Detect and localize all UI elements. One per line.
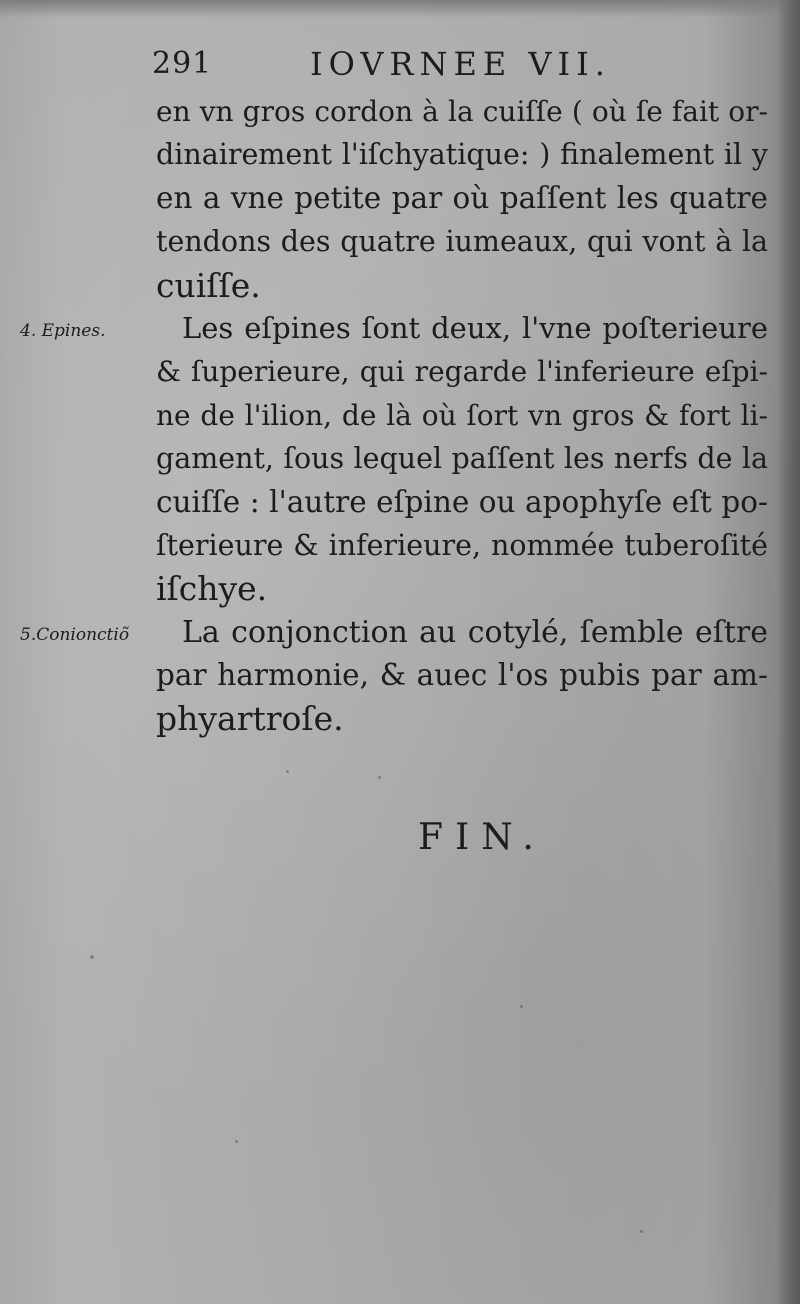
text-line: ne de l'ilion, de là où ſort vn gros & fort li-: [156, 398, 768, 432]
text-line: La conjonction au cotylé, ſemble eſtre: [182, 614, 768, 650]
text-line: gament, ſous lequel paſſent les nerfs de la: [156, 442, 768, 476]
text-line: iſchye.: [156, 569, 268, 609]
text-line: & ſuperieure, qui regarde l'inferieure eſpi-: [156, 355, 768, 389]
end-mark: FIN.: [418, 817, 546, 858]
margin-note-epines: 4. Epines.: [20, 321, 106, 341]
text-line: en a vne petite par où paſſent les quatre: [156, 180, 768, 215]
paper-speck: [235, 1140, 238, 1143]
paper-speck: [90, 955, 94, 959]
text-line: ſterieure & inferieure, nommée tuberoſité: [156, 528, 768, 562]
page-header: [152, 44, 652, 88]
text-line: Les eſpines ſont deux, l'vne poſterieure: [182, 310, 768, 345]
paper-speck: [378, 776, 381, 779]
paper-speck: [286, 770, 289, 773]
paper-speck: [520, 1005, 523, 1008]
text-line: en vn gros cordon à la cuiſſe ( où ſe fait or-: [156, 95, 768, 128]
text-line: tendons des quatre iumeaux, qui vont à la: [156, 225, 768, 259]
margin-note-conionction: 5.Conionctiõ: [20, 625, 130, 645]
text-line: cuiſſe : l'autre eſpine ou apophyſe eſt po-: [156, 484, 768, 519]
page-number: 291: [152, 46, 213, 81]
text-line: par harmonie, & auec l'os pubis par am-: [156, 658, 768, 693]
body-text: [156, 90, 768, 741]
text-line: dinairement l'iſchyatique: ) finalement il y: [156, 138, 768, 172]
text-line: phyartroſe.: [156, 699, 344, 739]
running-title: IOVRNEE VII.: [310, 45, 611, 83]
paper-speck: [640, 1230, 643, 1233]
text-line: cuiſſe.: [156, 265, 261, 305]
